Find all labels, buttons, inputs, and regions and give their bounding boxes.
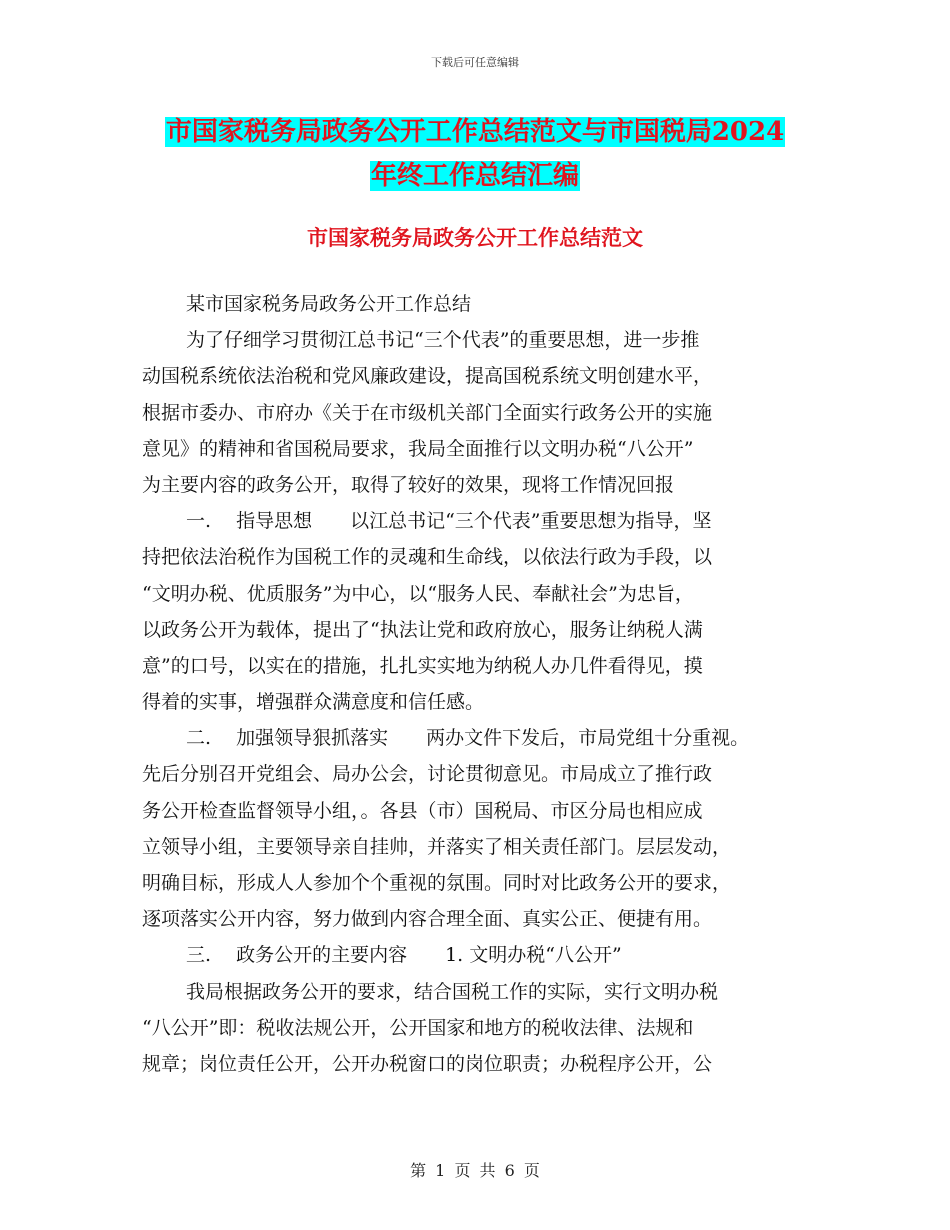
body-line-10: 以政务公开为载体，提出了“执法让党和政府放心，服务让纳税人满 — [142, 618, 703, 641]
body-line-13: 二. 加强领导狠抓落实 两办文件下发后，市局党组十分重视。 — [186, 727, 750, 750]
body-line-19: 三. 政务公开的主要内容 1. 文明办税“八公开” — [186, 944, 622, 967]
page-footer: 第 1 页 共 6 页 — [410, 1161, 540, 1180]
body-line-22: 规章；岗位责任公开，公开办税窗口的岗位职责；办税程序公开，公 — [142, 1052, 713, 1075]
document-body — [142, 286, 822, 1082]
body-line-3: 动国税系统依法治税和党风廉政建设，提高国税系统文明创建水平， — [142, 365, 713, 388]
title-line-1: 市国家税务局政务公开工作总结范文与市国税局2024 — [165, 117, 785, 147]
body-line-16: 立领导小组，主要领导亲自挂帅，并落实了相关责任部门。层层发动， — [142, 835, 732, 858]
section-title: 市国家税务局政务公开工作总结范文 — [307, 225, 643, 250]
body-line-8: 持把依法治税作为国税工作的灵魂和生命线，以依法行政为手段，以 — [142, 546, 713, 569]
body-line-4: 根据市委办、市府办《关于在市级机关部门全面实行政务公开的实施 — [142, 401, 713, 424]
body-line-5: 意见》的精神和省国税局要求，我局全面推行以文明办税“八公开” — [142, 437, 694, 460]
body-line-14: 先后分别召开党组会、局办公会，讨论贯彻意见。市局成立了推行政 — [142, 763, 713, 786]
body-line-6: 为主要内容的政务公开，取得了较好的效果，现将工作情况回报 — [142, 473, 675, 496]
body-line-9: “文明办税、优质服务”为中心，以“服务人民、奉献社会”为忠旨， — [142, 582, 694, 605]
body-line-21: “八公开”即：税收法规公开，公开国家和地方的税收法律、法规和 — [142, 1016, 694, 1039]
body-line-18: 逐项落实公开内容，努力做到内容合理全面、真实公正、便捷有用。 — [142, 908, 713, 931]
page-header-note: 下载后可任意编辑 — [431, 56, 519, 69]
body-line-20: 我局根据政务公开的要求，结合国税工作的实际，实行文明办税 — [186, 980, 719, 1003]
body-line-12: 得着的实事，增强群众满意度和信任感。 — [142, 691, 485, 714]
body-line-2: 为了仔细学习贯彻江总书记“三个代表”的重要思想，进一步推 — [186, 329, 700, 352]
document-title — [0, 110, 950, 198]
body-line-1: 某市国家税务局政务公开工作总结 — [186, 293, 472, 315]
body-line-15: 务公开检查监督领导小组，。各县（市）国税局、市区分局也相应成 — [142, 799, 703, 822]
body-line-17: 明确目标，形成人人参加个个重视的氛围。同时对比政务公开的要求， — [142, 872, 732, 894]
title-line-2: 年终工作总结汇编 — [370, 161, 579, 191]
body-line-11: 意”的口号，以实在的措施，扎扎实实地为纳税人办几件看得见，摸 — [142, 654, 703, 677]
body-line-7: 一. 指导思想 以江总书记“三个代表”重要思想为指导，坚 — [186, 510, 712, 533]
